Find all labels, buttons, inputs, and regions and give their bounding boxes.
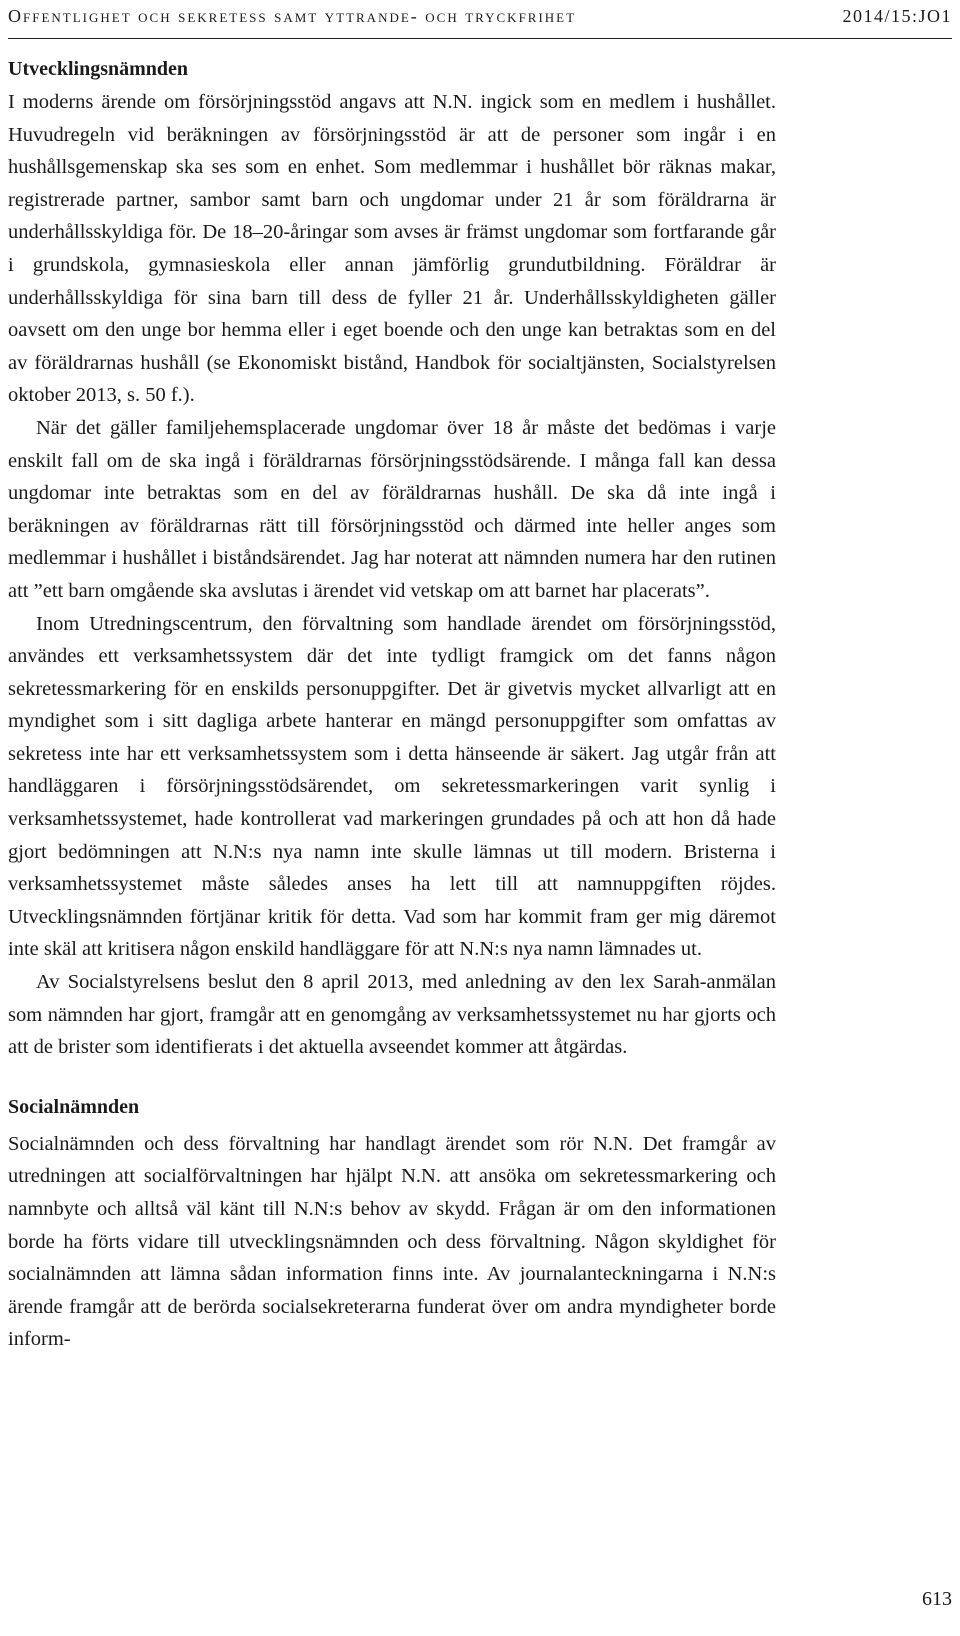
section-heading-utvecklingsnamnden: Utvecklingsnämnden <box>8 58 189 80</box>
page-number: 613 <box>922 1588 952 1610</box>
page-body <box>8 52 776 1356</box>
document-reference: 2014/15:JO1 <box>842 6 952 26</box>
running-header-title: Offentlighet och sekretess samt yttrande- och tryckfrihet <box>8 6 577 26</box>
paragraph: Socialnämnden och dess förvaltning har handlagt ärendet som rör N.N. Det framgår av utredningen att socialförvaltningen har hjälpt N.N. att ansöka om sekretessmarkering och namnbyte och alltså väl känt till N.N:s behov av skydd. Frågan är om den informationen borde ha förts vidare till utvecklingsnämnden och dess förvaltning. Någon skyldighet för socialnämnden att lämna sådan information finns inte. Av journalanteckningarna i N.N:s ärende framgår att de berörda socialsekreterarna funderat över om andra myndigheter borde inform- <box>8 1132 776 1351</box>
running-header <box>8 0 952 39</box>
section-heading-socialnamnden: Socialnämnden <box>8 1095 140 1118</box>
paragraph: Inom Utredningscentrum, den förvaltning som handlade ärendet om försörjningsstöd, användes ett verksamhetssystem där det inte tydligt framgick om det fanns någon sekretessmarkering för en enskilds personuppgifter. Det är givetvis mycket allvarligt att en myndighet som i sitt dagliga arbete hanterar en mängd personuppgifter som omfattas av sekretess inte har ett verksamhetssystem som i detta hänseende är säkert. Jag utgår från att handläggaren i försörjningsstödsärendet, om sekretessmarkeringen varit synlig i verksamhetssystemet, hade kontrollerat vad markeringen grundades på och att hon då hade gjort bedömningen att N.N:s nya namn inte skulle lämnas ut till modern. Bristerna i verksamhetssystemet måste således anses ha lett till att namnuppgiften röjdes. Utvecklingsnämnden förtjänar kritik för detta. Vad som har kommit fram ger mig däremot inte skäl att kritisera någon enskild handläggare för att N.N:s nya namn lämnades ut. <box>8 612 776 961</box>
paragraph: Av Socialstyrelsens beslut den 8 april 2013, med anledning av den lex Sarah-anmälan som nämnden har gjort, framgår att en genomgång av verksamhetssystemet nu har gjorts och att de brister som identifierats i det aktuella avseendet kommer att åtgärdas. <box>8 971 776 1059</box>
paragraph: När det gäller familjehemsplacerade ungdomar över 18 år måste det bedömas i varje enskilt fall om de ska ingå i föräldrarnas försörjningsstödsärende. I många fall kan dessa ungdomar inte betraktas som en del av föräldrarnas hushåll. De ska då inte ingå i beräkningen av föräldrarnas rätt till försörjningsstöd och därmed inte heller anges som medlemmar i hushållet i biståndsärendet. Jag har noterat att nämnden numera har den rutinen att ”ett barn omgående ska avslutas i ärendet vid vetskap om att barnet har placerats”. <box>8 416 776 602</box>
paragraph: I moderns ärende om försörjningsstöd angavs att N.N. ingick som en medlem i hushållet. Huvudregeln vid beräkningen av försörjningsstöd är att de personer som ingår i en hushållsgemenskap ska ses som en enhet. Som medlemmar i hushållet bör räknas makar, registrerade partner, sambor samt barn och ungdomar under 21 år som föräldrarna är underhållsskyldiga för. De 18–20-åringar som avses är främst ungdomar som fortfarande går i grundskola, gymnasieskola eller annan jämförlig grundutbildning. Föräldrar är underhållsskyldiga för sina barn till dess de fyller 21 år. Underhållsskyldigheten gäller oavsett om den unge bor hemma eller i eget boende och den unge kan betraktas som en del av föräldrarnas hushåll (se Ekonomiskt bistånd, Handbok för socialtjänsten, Socialstyrelsen oktober 2013, s. 50 f.). <box>8 91 776 407</box>
